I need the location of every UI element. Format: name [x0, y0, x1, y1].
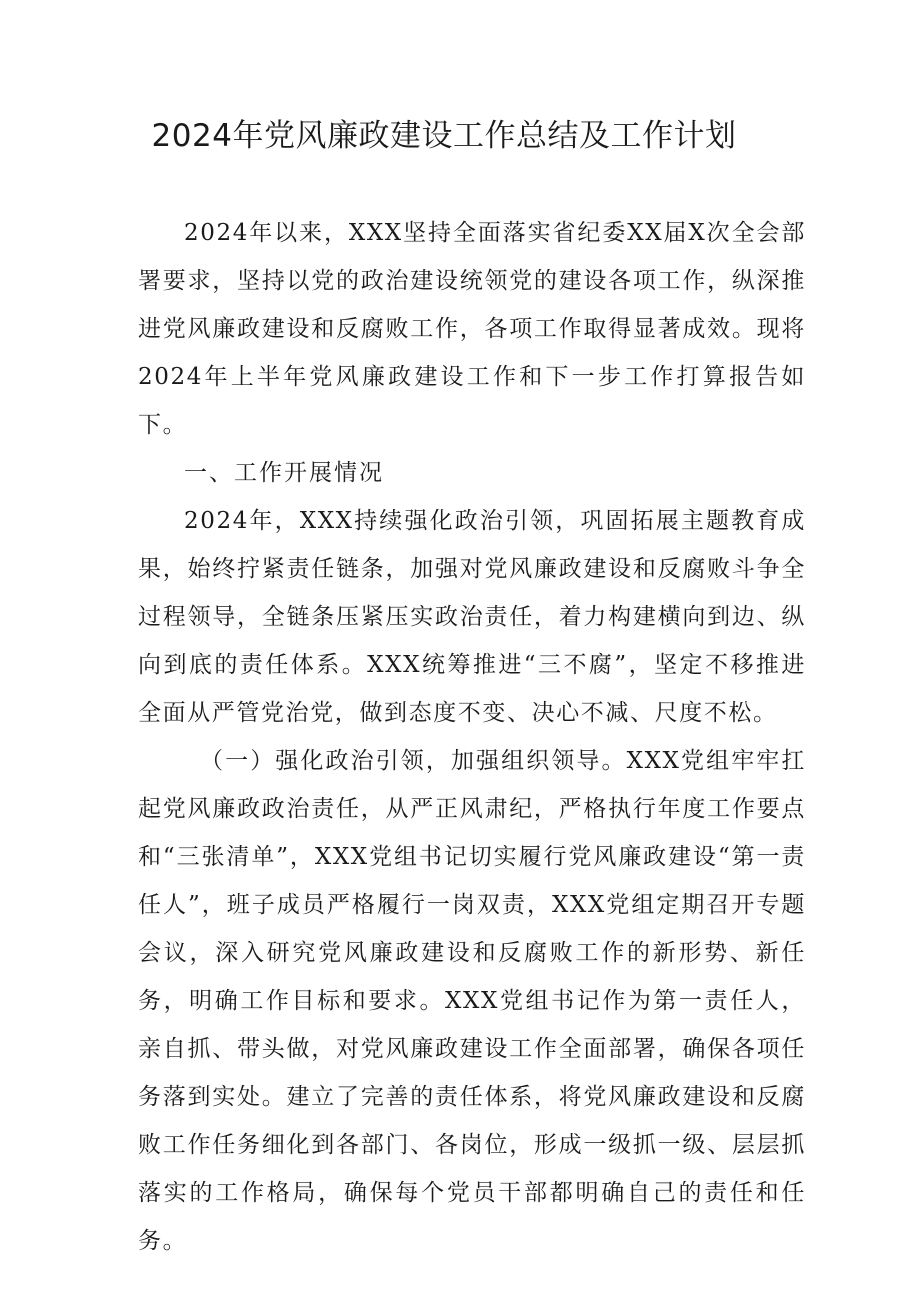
- intro-paragraph: 2024年以来，XXX坚持全面落实省纪委XX届X次全会部署要求，坚持以党的政治建设统领党的建设各项工作，纵深推进党风廉政建设和反腐败工作，各项工作取得显著成效。现将2024年上半年党风廉政建设工作和下一步工作打算报告如下。: [138, 220, 806, 438]
- subsection-paragraph: （一）强化政治引领，加强组织领导。XXX党组牢牢扛起党风廉政政治责任，从严正风肃纪，严格执行年度工作要点和“三张清单”，XXX党组书记切实履行党风廉政建设“第一责任人”，班子成员严格履行一岗双责，XXX党组定期召开专题会议，深入研究党风廉政建设和反腐败工作的新形势、新任务，明确工作目标和要求。XXX党组书记作为第一责任人，亲自抓、带头做，对党风廉政建设工作全面部署，确保各项任务落到实处。建立了完善的责任体系，将党风廉政建设和反腐败工作任务细化到各部门、各岗位，形成一级抓一级、层层抓落实的工作格局，确保每个党员干部都明确自己的责任和任务。: [138, 748, 806, 1254]
- document-body: [138, 209, 806, 1265]
- document-title: 2024年党风廉政建设工作总结及工作计划: [151, 118, 737, 154]
- section-heading: 一、工作开展情况: [184, 460, 384, 486]
- section-paragraph: 2024年，XXX持续强化政治引领，巩固拓展主题教育成果，始终拧紧责任链条，加强对党风廉政建设和反腐败斗争全过程领导，全链条压紧压实政治责任，着力构建横向到边、纵向到底的责任体系。XXX统筹推进“三不腐”，坚定不移推进全面从严管党治党，做到态度不变、决心不减、尺度不松。: [138, 508, 806, 726]
